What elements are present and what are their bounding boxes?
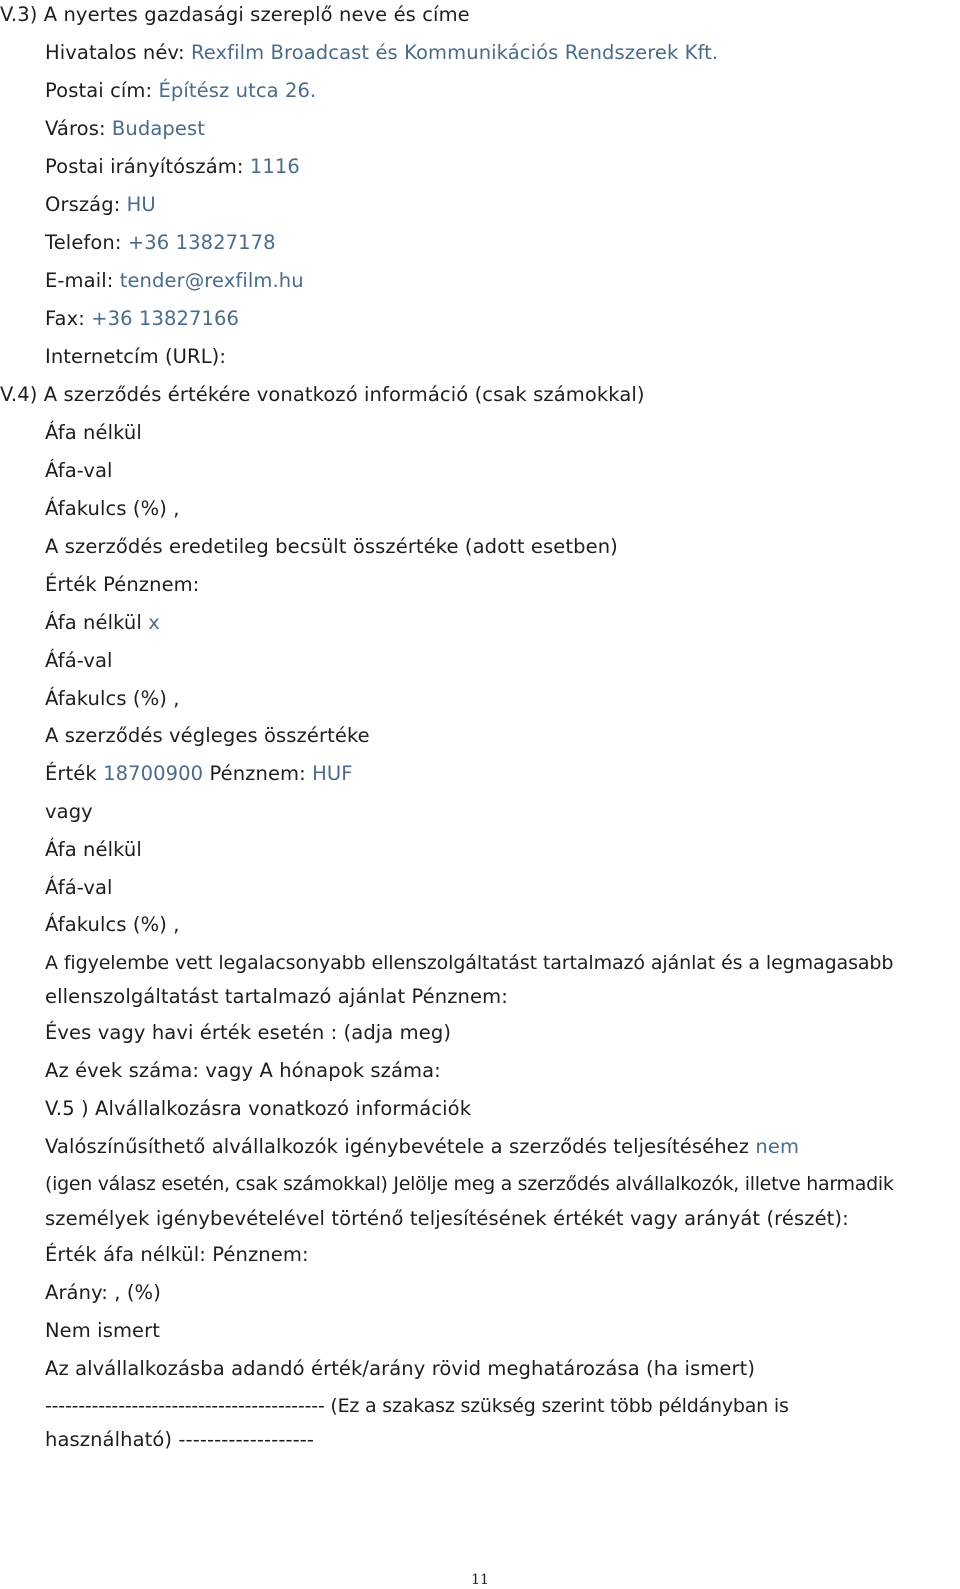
share-line-1: (igen válasz esetén, csak számokkal) Jelölje meg a szerződés alvállalkozók, illetve harmadik xyxy=(45,1173,894,1195)
afa-nelkul-1: Áfa nélkül xyxy=(45,421,142,444)
email-line xyxy=(45,268,304,294)
final-value-amount: 18700900 xyxy=(103,762,204,785)
ertek-penznem-line: Érték Pénznem: xyxy=(45,573,200,596)
phone-value: +36 13827178 xyxy=(127,231,276,254)
official-name-value: Rexfilm Broadcast és Kommunikációs Rendszerek Kft. xyxy=(190,41,719,64)
section-v3-heading: V.3) A nyertes gazdasági szereplő neve és címe xyxy=(0,3,470,26)
estimated-total-line: A szerződés eredetileg becsült összértéke (adott esetben) xyxy=(45,535,618,558)
afa-val-2: Áfá-val xyxy=(45,649,113,672)
share-line-2: személyek igénybevételével történő teljesítésének értékét vagy arányát (részét): xyxy=(45,1207,849,1230)
official-name-line xyxy=(45,40,718,66)
vagy-line: vagy xyxy=(45,800,93,823)
postcode-label: Postai irányítószám: xyxy=(45,155,250,178)
final-value-label: Érték xyxy=(45,762,104,785)
afa-nelkul-2-line xyxy=(45,610,160,636)
years-months-line: Az évek száma: vagy A hónapok száma: xyxy=(45,1059,441,1082)
official-name-label: Hivatalos név: xyxy=(45,41,191,64)
final-total-line: A szerződés végleges összértéke xyxy=(45,724,370,747)
fax-line xyxy=(45,306,239,332)
postcode-value: 1116 xyxy=(249,155,300,178)
lowest-highest-line-2: ellenszolgáltatást tartalmazó ajánlat Pénznem: xyxy=(45,985,508,1008)
lowest-highest-line-1: A figyelembe vett legalacsonyabb ellenszolgáltatást tartalmazó ajánlat és a legmagasabb xyxy=(45,952,894,974)
afa-nelkul-2-value: x xyxy=(148,611,160,634)
unknown-line: Nem ismert xyxy=(45,1319,161,1342)
fax-label: Fax: xyxy=(45,307,92,330)
phone-line xyxy=(45,230,276,256)
ratio-line: Arány: , (%) xyxy=(45,1281,161,1304)
city-value: Budapest xyxy=(111,117,205,140)
afa-val-3: Áfá-val xyxy=(45,876,113,899)
afa-val-1: Áfa-val xyxy=(45,459,113,482)
afakulcs-1: Áfakulcs (%) , xyxy=(45,497,180,520)
postal-address-value: Építész utca 26. xyxy=(158,79,317,102)
yearly-monthly-line: Éves vagy havi érték esetén : (adja meg) xyxy=(45,1021,452,1044)
email-label: E-mail: xyxy=(45,269,120,292)
phone-label: Telefon: xyxy=(45,231,128,254)
separator-line-1: ------------------------------------------ (Ez a szakasz szükség szerint több példányban is xyxy=(45,1395,789,1417)
country-value: HU xyxy=(126,193,156,216)
page-number: 11 xyxy=(471,1572,489,1588)
final-currency-value: HUF xyxy=(312,762,353,785)
subcontracting-line xyxy=(45,1134,799,1160)
postal-address-line xyxy=(45,78,316,104)
postal-address-label: Postai cím: xyxy=(45,79,159,102)
afa-nelkul-2-label: Áfa nélkül xyxy=(45,611,149,634)
afa-nelkul-3: Áfa nélkül xyxy=(45,838,142,861)
separator-line-2: használható) ------------------- xyxy=(45,1428,315,1451)
country-label: Ország: xyxy=(45,193,127,216)
afakulcs-3: Áfakulcs (%) , xyxy=(45,913,180,936)
value-excl-vat-line: Érték áfa nélkül: Pénznem: xyxy=(45,1243,309,1266)
city-line xyxy=(45,116,205,142)
afakulcs-2: Áfakulcs (%) , xyxy=(45,687,180,710)
email-value: tender@rexfilm.hu xyxy=(119,269,304,292)
fax-value: +36 13827166 xyxy=(91,307,239,330)
final-value-line xyxy=(45,761,353,787)
final-currency-label: Pénznem: xyxy=(203,762,313,785)
section-v5-heading: V.5 ) Alvállalkozásra vonatkozó információk xyxy=(45,1097,472,1120)
country-line xyxy=(45,192,156,218)
city-label: Város: xyxy=(45,117,112,140)
section-v4-heading: V.4) A szerződés értékére vonatkozó információ (csak számokkal) xyxy=(0,383,645,406)
subcontracting-value: nem xyxy=(755,1135,800,1158)
subcontracting-label: Valószínűsíthető alvállalkozók igénybevétele a szerződés teljesítéséhez xyxy=(45,1135,756,1158)
short-description-line: Az alvállalkozásba adandó érték/arány rövid meghatározása (ha ismert) xyxy=(45,1357,756,1380)
postcode-line xyxy=(45,154,300,180)
url-label: Internetcím (URL): xyxy=(45,345,227,368)
